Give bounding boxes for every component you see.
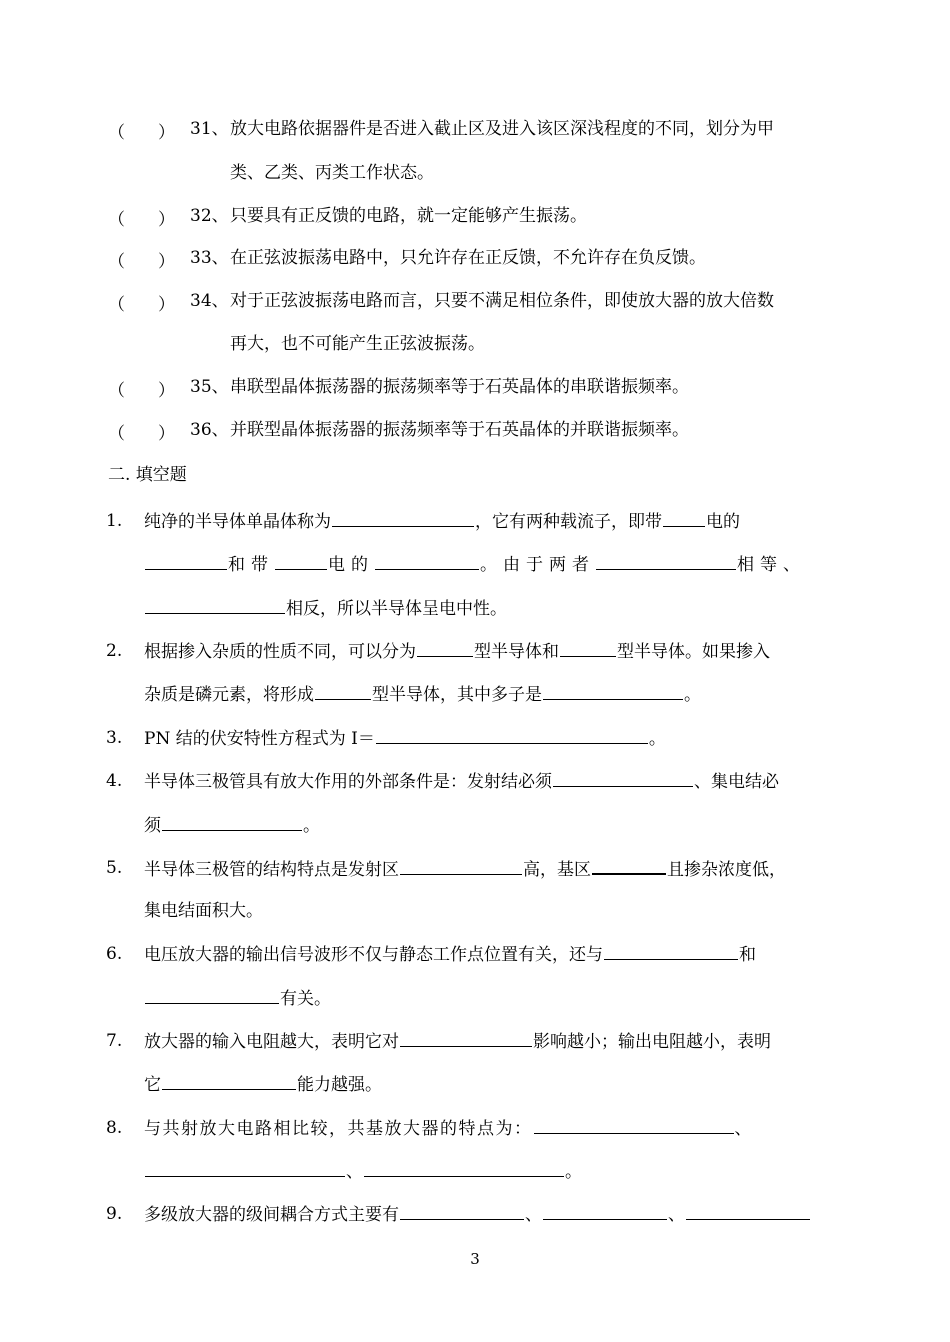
question-number: 2. bbox=[106, 641, 123, 661]
question-text-line: 半导体三极管的结构特点是发射区 高，基区 且掺杂浓度低， bbox=[144, 857, 786, 881]
question-text-line: 须 。 bbox=[144, 816, 320, 836]
answer-paren-close: ） bbox=[158, 252, 175, 272]
question-text-line: 根据掺入杂质的性质不同，可以分为 型半导体和 型半导体。如果掺入 bbox=[144, 642, 770, 662]
item-text: 并联型晶体振荡器的振荡频率等于石英晶体的并联谐振频率。 bbox=[230, 420, 689, 440]
answer-blank[interactable] bbox=[145, 553, 227, 570]
item-text: 对于正弦波振荡电路而言，只要不满足相位条件，即使放大器的放大倍数 bbox=[230, 291, 774, 311]
answer-blank[interactable] bbox=[686, 1203, 810, 1220]
answer-paren-close: ） bbox=[158, 210, 175, 230]
answer-blank[interactable] bbox=[560, 640, 616, 657]
answer-blank[interactable] bbox=[376, 727, 648, 744]
answer-blank[interactable] bbox=[400, 858, 522, 875]
answer-blank[interactable] bbox=[604, 943, 738, 960]
answer-paren-open: （ bbox=[108, 424, 125, 444]
item-number: 34、 bbox=[190, 291, 229, 311]
question-text-line: 、 。 bbox=[144, 1160, 582, 1183]
question-number: 6. bbox=[106, 944, 123, 964]
answer-blank[interactable] bbox=[400, 1203, 524, 1220]
answer-blank[interactable] bbox=[145, 597, 285, 614]
item-text: 只要具有正反馈的电路，就一定能够产生振荡。 bbox=[230, 206, 587, 226]
question-text-line: 它 能力越强。 bbox=[144, 1075, 382, 1095]
item-text: 放大电路依据器件是否进入截止区及进入该区深浅程度的不同，划分为甲 bbox=[230, 119, 774, 139]
answer-blank[interactable] bbox=[596, 553, 736, 570]
answer-paren-open: （ bbox=[108, 381, 125, 401]
question-number: 5. bbox=[106, 858, 123, 878]
item-number: 36、 bbox=[190, 420, 229, 440]
item-text-cont: 再大，也不可能产生正弦波振荡。 bbox=[230, 334, 485, 354]
answer-paren-open: （ bbox=[108, 123, 125, 143]
question-text-line: 与共射放大电路相比较，共基放大器的特点为： 、 bbox=[144, 1119, 752, 1139]
answer-blank[interactable] bbox=[315, 683, 371, 700]
answer-paren-close: ） bbox=[158, 123, 175, 143]
question-text-line: 多级放大器的级间耦合方式主要有 、 、 bbox=[144, 1203, 811, 1226]
answer-paren-close: ） bbox=[158, 295, 175, 315]
question-number: 7. bbox=[106, 1031, 123, 1051]
question-number: 8. bbox=[106, 1118, 123, 1138]
answer-blank[interactable] bbox=[592, 857, 666, 875]
answer-blank[interactable] bbox=[417, 640, 473, 657]
answer-paren-open: （ bbox=[108, 210, 125, 230]
question-number: 1. bbox=[106, 511, 123, 531]
question-text-line: 杂质是磷元素，将形成 型半导体，其中多子是 。 bbox=[144, 685, 701, 705]
item-text: 串联型晶体振荡器的振荡频率等于石英晶体的串联谐振频率。 bbox=[230, 377, 689, 397]
item-number: 32、 bbox=[190, 206, 229, 226]
answer-blank[interactable] bbox=[145, 987, 279, 1004]
question-text-line: 电压放大器的输出信号波形不仅与静态工作点位置有关，还与 和 bbox=[144, 945, 756, 965]
question-text-line: 有关。 bbox=[144, 987, 331, 1010]
answer-blank[interactable] bbox=[400, 1030, 532, 1047]
item-number: 35、 bbox=[190, 377, 229, 397]
answer-paren-open: （ bbox=[108, 252, 125, 272]
answer-paren-open: （ bbox=[108, 295, 125, 315]
question-number: 3. bbox=[106, 728, 123, 748]
answer-paren-close: ） bbox=[158, 424, 175, 444]
section-title: 二. 填空题 bbox=[108, 465, 187, 485]
item-text-cont: 类、乙类、丙类工作状态。 bbox=[230, 163, 434, 183]
answer-blank[interactable] bbox=[543, 683, 683, 700]
question-text-line: 和带 电的 。由于两者 相等、 bbox=[144, 553, 806, 576]
answer-blank[interactable] bbox=[553, 770, 693, 787]
question-number: 9. bbox=[106, 1204, 123, 1224]
item-number: 33、 bbox=[190, 248, 229, 268]
question-text-line: 半导体三极管具有放大作用的外部条件是：发射结必须 、集电结必 bbox=[144, 772, 779, 792]
page-number: 3 bbox=[470, 1250, 480, 1268]
answer-blank[interactable] bbox=[534, 1117, 734, 1134]
question-number: 4. bbox=[106, 771, 123, 791]
answer-blank[interactable] bbox=[663, 510, 705, 527]
question-text-line: 放大器的输入电阻越大，表明它对 影响越小；输出电阻越小，表明 bbox=[144, 1032, 771, 1052]
answer-blank[interactable] bbox=[275, 553, 327, 570]
question-text-line: 集电结面积大。 bbox=[144, 901, 263, 921]
question-text-line: 相反，所以半导体呈电中性。 bbox=[144, 597, 507, 620]
answer-blank[interactable] bbox=[162, 1073, 296, 1090]
item-number: 31、 bbox=[190, 119, 229, 139]
question-text-line: PN 结的伏安特性方程式为 I＝ 。 bbox=[144, 729, 666, 749]
item-text: 在正弦波振荡电路中，只允许存在正反馈，不允许存在负反馈。 bbox=[230, 248, 706, 268]
answer-blank[interactable] bbox=[162, 814, 302, 831]
answer-blank[interactable] bbox=[364, 1160, 564, 1177]
answer-blank[interactable] bbox=[332, 510, 474, 527]
question-text-line: 纯净的半导体单晶体称为 ，它有两种载流子，即带 电的 bbox=[144, 512, 740, 532]
answer-paren-close: ） bbox=[158, 381, 175, 401]
answer-blank[interactable] bbox=[543, 1203, 667, 1220]
answer-blank[interactable] bbox=[145, 1160, 345, 1177]
answer-blank[interactable] bbox=[375, 553, 479, 570]
